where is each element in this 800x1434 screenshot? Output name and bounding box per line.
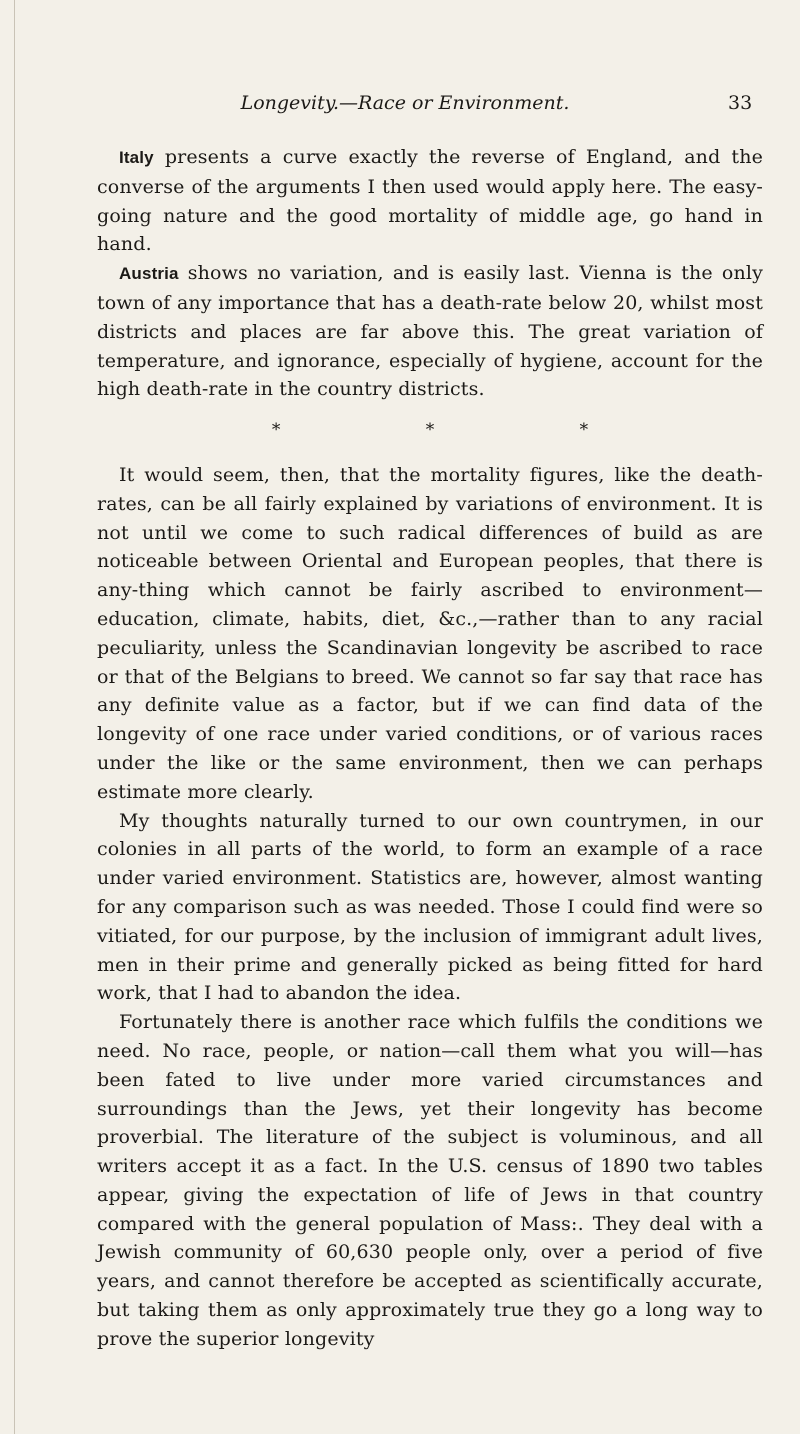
running-title: Longevity.—Race or Environment. [240,92,570,114]
page-gutter-line [14,0,15,1434]
page-number: 33 [728,92,753,114]
paragraph: My thoughts naturally turned to our own countrymen, in our colonies in all parts of the world, to form an example of a race under varied environment. Statistics are, however, almost wanting for any comparison such as was needed. Those I could find were so vitiated, for our purpose, by the inclusion of immigrant adult lives, men in their prime and generally picked as being fitted for hard work, that I had to abandon the idea. [97,809,763,1005]
paragraph-austria [97,259,763,404]
body-text [97,143,763,1354]
paragraph: Fortunately there is another race which fulfils the conditions we need. No race, people, or nation—call them what you will—has been fated to live under more varied circumstances and surroundings than the Jews, yet their longevity has become proverbial. The literature of the subject is voluminous, and all writers accept it as a fact. In the U.S. census of 1890 two tables appear, giving the expectation of life of Jews in that country compared with the general population of Mass:. They deal with a Jewish community of 60,630 people only, over a period of five years, and cannot therefore be accepted as scientifically accurate, but taking them as only approximately true they go a long way to prove the superior longevity [97,1011,763,1350]
paragraph-text: presents a curve exactly the reverse of England, and the converse of the arguments I then used would apply here. The easy-going nature and the good mortality of middle age, go hand in hand. [97,146,763,256]
section-separator: * * * [271,420,659,441]
paragraph-text: shows no variation, and is easily last. Vienna is the only town of any importance that has a death-rate below 20, whilst most districts and places are far above this. The great variation of temperature, and ignorance, especially of hygiene, account for the high death-rate in the country districts. [97,262,763,401]
lead-word: Austria [119,264,179,284]
lead-word: Italy [119,148,154,167]
paragraph: It would seem, then, that the mortality figures, like the death-rates, can be all fairly explained by variations of environment. It is not until we come to such radical differences of build as are noticeable between Oriental and European peoples, that there is any-thing which cannot be fairly ascribed to environment—education, climate, habits, diet, &c.,—rather than to any racial peculiarity, unless the Scandinavian longevity be ascribed to race or that of the Belgians to breed. We cannot so far say that race has any definite value as a factor, but if we can find data of the longevity of one race under varied conditions, or of various races under the like or the same environment, then we can perhaps estimate more clearly. [97,463,763,803]
paragraph-italy [97,143,763,259]
